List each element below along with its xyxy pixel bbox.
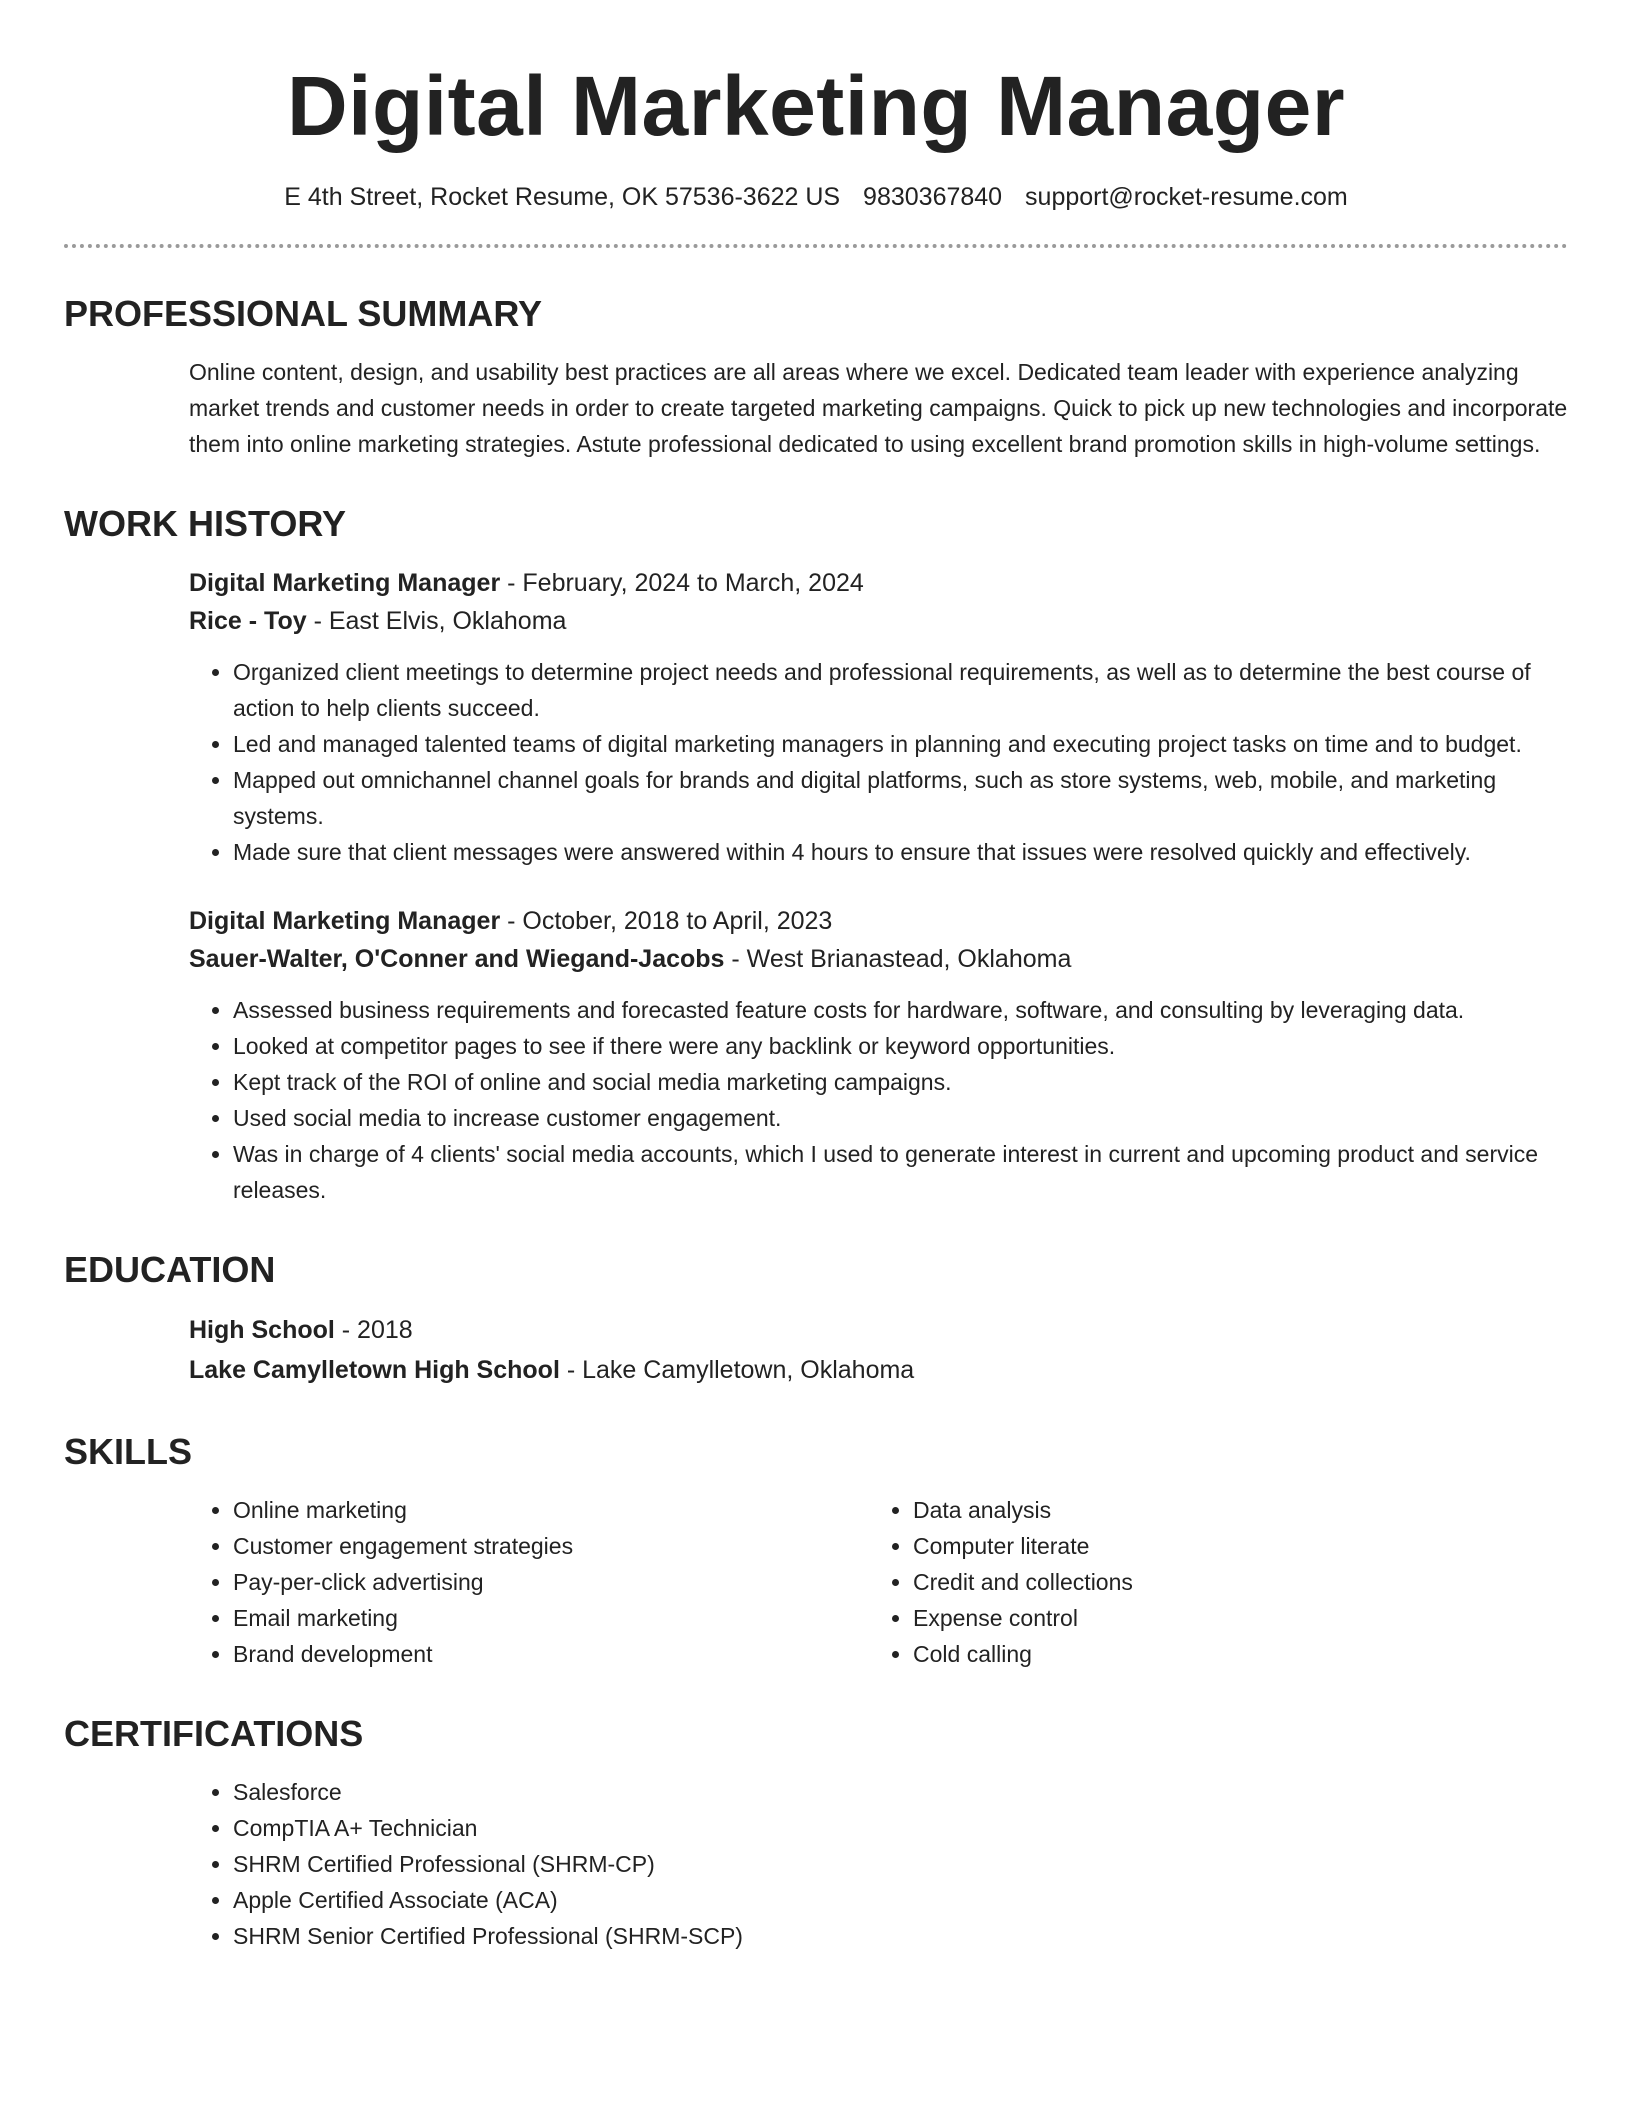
list-item: • Credit and collections [913,1564,1549,1600]
job-dates: - February, 2024 to March, 2024 [500,569,864,597]
list-item: • Assessed business requirements and forecasted feature costs for hardware, software, and consulting by leveraging data. [233,992,1568,1028]
list-item: • Salesforce [233,1774,1568,1810]
list-item: • SHRM Certified Professional (SHRM-CP) [233,1846,1568,1882]
contact-line [64,180,1568,214]
summary-section [64,292,1568,462]
work-history-heading: WORK HISTORY [64,503,347,544]
education-section [64,1248,1568,1390]
list-item: • Was in charge of 4 clients' social media accounts, which I used to generate interest in current and upcoming product and service releases. [233,1136,1568,1208]
job-title-line [189,564,1568,602]
job-duties-list [189,654,1568,870]
skills-list-right [869,1492,1549,1672]
list-item: • Brand development [233,1636,869,1672]
skills-list-left [189,1492,869,1672]
job-entry [189,902,1568,1208]
education-body [189,1310,1568,1390]
summary-heading: PROFESSIONAL SUMMARY [64,293,543,334]
list-item: • Online marketing [233,1492,869,1528]
list-item: • Kept track of the ROI of online and social media marketing campaigns. [233,1064,1568,1100]
list-item: • Customer engagement strategies [233,1528,869,1564]
certifications-heading: CERTIFICATIONS [64,1713,364,1754]
resume-header [64,0,1568,214]
skills-column-right [869,1492,1549,1672]
list-item: • Made sure that client messages were answered within 4 hours to ensure that issues were resolved quickly and effectively. [233,834,1568,870]
list-item: • Expense control [913,1600,1549,1636]
header-divider [64,244,1568,248]
education-year: - 2018 [334,1316,413,1344]
summary-text: Online content, design, and usability best practices are all areas where we excel. Dedicated team leader with experience analyzing market trends and customer needs in order to create targeted marketing campaigns. Quick to pick up new technologies and incorporate them into online marketing strategies. Astute professional dedicated to using excellent brand promotion skills in high-volume settings. [189,359,1568,457]
job-company-line [189,940,1568,978]
job-company: Sauer-Walter, O'Conner and Wiegand-Jacobs [189,945,725,973]
job-location: - West Brianastead, Oklahoma [724,945,1072,973]
education-school: Lake Camylletown High School [189,1356,560,1384]
education-degree-line [189,1310,1568,1350]
certifications-list [189,1774,1568,1954]
education-school-line [189,1350,1568,1390]
list-item: • SHRM Senior Certified Professional (SHRM-SCP) [233,1918,1568,1954]
list-item: • Cold calling [913,1636,1549,1672]
list-item: • CompTIA A+ Technician [233,1810,1568,1846]
list-item: • Mapped out omnichannel channel goals for brands and digital platforms, such as store systems, web, mobile, and marketing systems. [233,762,1568,834]
skills-column-left [189,1492,869,1672]
list-item: • Apple Certified Associate (ACA) [233,1882,1568,1918]
certifications-body [189,1774,1568,1954]
job-entry [189,564,1568,870]
list-item: • Email marketing [233,1600,869,1636]
list-item: • Pay-per-click advertising [233,1564,869,1600]
contact-phone: 9830367840 [863,183,1003,211]
job-dates: - October, 2018 to April, 2023 [500,907,833,935]
work-history-body [189,564,1568,1208]
list-item: • Data analysis [913,1492,1549,1528]
list-item: • Looked at competitor pages to see if there were any backlink or keyword opportunities. [233,1028,1568,1064]
page-title: Digital Marketing Manager [286,59,1346,153]
education-degree: High School [189,1316,335,1344]
work-history-section [64,502,1568,1208]
education-location: - Lake Camylletown, Oklahoma [559,1356,915,1384]
certifications-section [64,1712,1568,1954]
list-item: • Organized client meetings to determine project needs and professional requirements, as well as to determine the best course of action to help clients succeed. [233,654,1568,726]
job-company-line [189,602,1568,640]
list-item: • Led and managed talented teams of digital marketing managers in planning and executing project tasks on time and to budget. [233,726,1568,762]
job-position: Digital Marketing Manager [189,907,501,935]
job-position: Digital Marketing Manager [189,569,501,597]
job-title-line [189,902,1568,940]
job-location: - East Elvis, Oklahoma [306,607,567,635]
skills-section [64,1430,1568,1672]
summary-body [189,354,1568,462]
skills-heading: SKILLS [64,1431,193,1472]
job-duties-list [189,992,1568,1208]
list-item: • Used social media to increase customer engagement. [233,1100,1568,1136]
list-item: • Computer literate [913,1528,1549,1564]
job-company: Rice - Toy [189,607,307,635]
contact-email: support@rocket-resume.com [1025,183,1348,211]
contact-address: E 4th Street, Rocket Resume, OK 57536-3622 US [284,183,841,211]
skills-grid [189,1492,1568,1672]
education-heading: EDUCATION [64,1249,276,1290]
